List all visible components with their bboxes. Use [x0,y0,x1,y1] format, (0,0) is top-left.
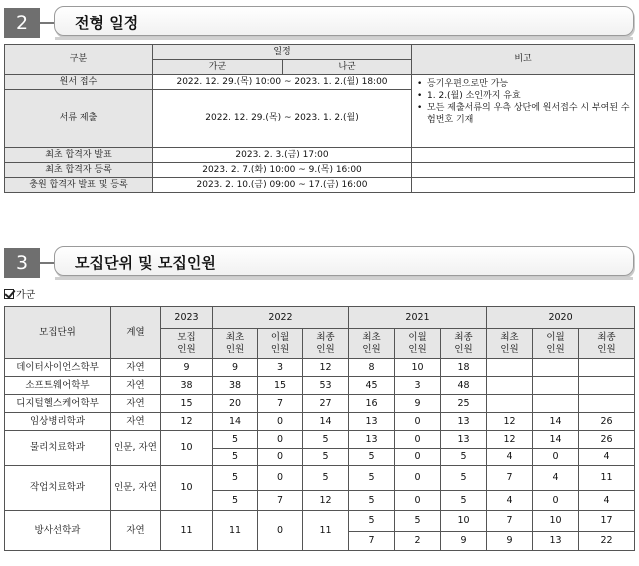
unit-cell: 소프트웨어학부 [5,377,111,395]
value-cell: 0 [395,491,441,511]
header-schedule: 일정 [153,45,412,60]
value-cell: 14 [213,413,258,431]
table-row [5,511,635,532]
header-year-2021: 2021 [349,307,487,329]
value-cell: 38 [213,377,258,395]
value-cell: 10 [441,511,487,532]
quota-cell: 10 [161,431,213,466]
note-item: • 1. 2.(월) 소인까지 유효 [416,90,630,102]
value-cell: 48 [441,377,487,395]
row-label: 최초 합격자 등록 [5,163,153,178]
value-cell: 26 [579,413,635,431]
section-header-schedule [4,6,634,38]
table-row [5,377,635,395]
value-cell: 16 [349,395,395,413]
recruit-table [4,306,635,551]
value-cell: 3 [395,377,441,395]
value-cell: 5 [349,511,395,532]
value-cell: 9 [395,395,441,413]
header-carry: 이월 인원 [258,329,303,359]
value-cell [579,377,635,395]
value-cell: 5 [213,431,258,449]
value-cell: 17 [579,511,635,532]
header-group-na: 나군 [283,60,412,75]
note-item: • 등기우편으로만 가능 [416,78,630,90]
value-cell: 4 [579,449,635,466]
track-cell: 자연 [111,359,161,377]
value-cell: 12 [303,359,349,377]
row-label: 서류 제출 [5,90,153,148]
note-list [416,78,630,126]
value-cell: 26 [579,431,635,449]
value-cell: 12 [161,413,213,431]
value-cell [533,359,579,377]
value-cell [579,395,635,413]
header-final: 최종 인원 [579,329,635,359]
value-cell: 14 [533,431,579,449]
table-row [5,431,635,449]
row-value: 2023. 2. 10.(금) 09:00 ~ 17.(금) 16:00 [153,178,412,193]
value-cell: 4 [487,449,533,466]
note-empty [412,163,635,178]
value-cell: 7 [258,491,303,511]
header-first: 최초 인원 [213,329,258,359]
value-cell: 13 [441,413,487,431]
value-cell: 13 [533,532,579,551]
header-quota: 모집 인원 [161,329,213,359]
value-cell [533,377,579,395]
value-cell: 0 [533,491,579,511]
row-value: 2023. 2. 3.(금) 17:00 [153,148,412,163]
unit-cell: 디지털헬스케어학부 [5,395,111,413]
value-cell [487,377,533,395]
value-cell: 5 [441,449,487,466]
value-cell: 4 [487,491,533,511]
final-cell: 11 [303,511,349,551]
section-connector [40,262,54,264]
quota-cell: 11 [161,511,213,551]
section-title: 모집단위 및 모집인원 [75,254,216,272]
value-cell: 0 [258,466,303,491]
note-cell [412,75,635,148]
value-cell: 9 [441,532,487,551]
unit-cell: 물리치료학과 [5,431,111,466]
value-cell: 0 [395,431,441,449]
value-cell: 13 [349,413,395,431]
section-header-recruit [4,246,634,278]
value-cell [487,359,533,377]
section-title: 전형 일정 [75,14,139,32]
value-cell: 0 [533,449,579,466]
track-cell: 자연 [111,511,161,551]
unit-cell: 데이터사이언스학부 [5,359,111,377]
value-cell: 10 [395,359,441,377]
table-row [5,359,635,377]
value-cell: 14 [303,413,349,431]
value-cell: 9 [213,359,258,377]
value-cell: 15 [258,377,303,395]
value-cell: 11 [579,466,635,491]
value-cell: 3 [258,359,303,377]
section-number: 2 [4,8,40,38]
value-cell: 0 [395,449,441,466]
value-cell: 15 [161,395,213,413]
unit-cell: 방사선학과 [5,511,111,551]
header-group-ga: 가군 [153,60,283,75]
value-cell: 12 [303,491,349,511]
value-cell: 5 [349,466,395,491]
value-cell: 9 [161,359,213,377]
header-final: 최종 인원 [303,329,349,359]
track-cell: 자연 [111,395,161,413]
value-cell: 22 [579,532,635,551]
value-cell: 12 [487,413,533,431]
header-final: 최종 인원 [441,329,487,359]
header-note: 비고 [412,45,635,75]
checkbox-checked-icon [4,289,14,299]
header-first: 최초 인원 [349,329,395,359]
header-year-2020: 2020 [487,307,635,329]
value-cell: 45 [349,377,395,395]
header-unit: 모집단위 [5,307,111,359]
header-carry: 이월 인원 [533,329,579,359]
value-cell: 7 [258,395,303,413]
group-checkbox-label [4,286,35,301]
value-cell: 38 [161,377,213,395]
value-cell: 12 [487,431,533,449]
header-track: 계열 [111,307,161,359]
section-title-bar [54,246,634,276]
note-item: • 모든 제출서류의 우측 상단에 원서접수 시 부여된 수험번호 기재 [416,102,630,126]
value-cell: 5 [303,466,349,491]
value-cell: 14 [533,413,579,431]
value-cell [533,395,579,413]
group-label: 가군 [16,290,36,301]
section-title-bar [54,6,634,36]
value-cell: 9 [487,532,533,551]
value-cell: 5 [349,449,395,466]
value-cell: 5 [213,466,258,491]
value-cell: 4 [533,466,579,491]
value-cell: 20 [213,395,258,413]
track-cell: 자연 [111,377,161,395]
track-cell: 인문, 자연 [111,466,161,511]
value-cell: 53 [303,377,349,395]
value-cell: 2 [395,532,441,551]
value-cell: 4 [579,491,635,511]
value-cell: 0 [258,413,303,431]
value-cell: 5 [441,466,487,491]
value-cell: 5 [441,491,487,511]
value-cell: 13 [349,431,395,449]
table-row [5,395,635,413]
track-cell: 인문, 자연 [111,431,161,466]
value-cell [579,359,635,377]
value-cell: 0 [258,449,303,466]
value-cell: 7 [487,466,533,491]
header-carry: 이월 인원 [395,329,441,359]
schedule-table [4,44,635,193]
header-year-2022: 2022 [213,307,349,329]
first-cell: 11 [213,511,258,551]
value-cell: 25 [441,395,487,413]
value-cell: 0 [258,431,303,449]
quota-cell: 10 [161,466,213,511]
value-cell: 5 [349,491,395,511]
header-category: 구분 [5,45,153,75]
table-row [5,466,635,491]
section-number: 3 [4,248,40,278]
value-cell: 27 [303,395,349,413]
track-cell: 자연 [111,413,161,431]
row-label: 원서 접수 [5,75,153,90]
row-label: 충원 합격자 발표 및 등록 [5,178,153,193]
header-year-2023: 2023 [161,307,213,329]
row-label: 최초 합격자 발표 [5,148,153,163]
value-cell: 0 [395,466,441,491]
value-cell: 7 [487,511,533,532]
note-empty [412,148,635,163]
section-connector [40,22,54,24]
value-cell: 7 [349,532,395,551]
value-cell: 5 [303,449,349,466]
header-first: 최초 인원 [487,329,533,359]
value-cell: 5 [303,431,349,449]
row-value: 2022. 12. 29.(목) ~ 2023. 1. 2.(월) [153,90,412,148]
row-value: 2022. 12. 29.(목) 10:00 ~ 2023. 1. 2.(월) 18:00 [153,75,412,90]
value-cell: 8 [349,359,395,377]
unit-cell: 임상병리학과 [5,413,111,431]
value-cell: 10 [533,511,579,532]
value-cell: 0 [395,413,441,431]
carry-cell: 0 [258,511,303,551]
value-cell: 5 [213,449,258,466]
value-cell: 13 [441,431,487,449]
unit-cell: 작업치료학과 [5,466,111,511]
note-empty [412,178,635,193]
value-cell: 18 [441,359,487,377]
value-cell [487,395,533,413]
table-row [5,413,635,431]
row-value: 2023. 2. 7.(화) 10:00 ~ 9.(목) 16:00 [153,163,412,178]
value-cell: 5 [395,511,441,532]
value-cell: 5 [213,491,258,511]
